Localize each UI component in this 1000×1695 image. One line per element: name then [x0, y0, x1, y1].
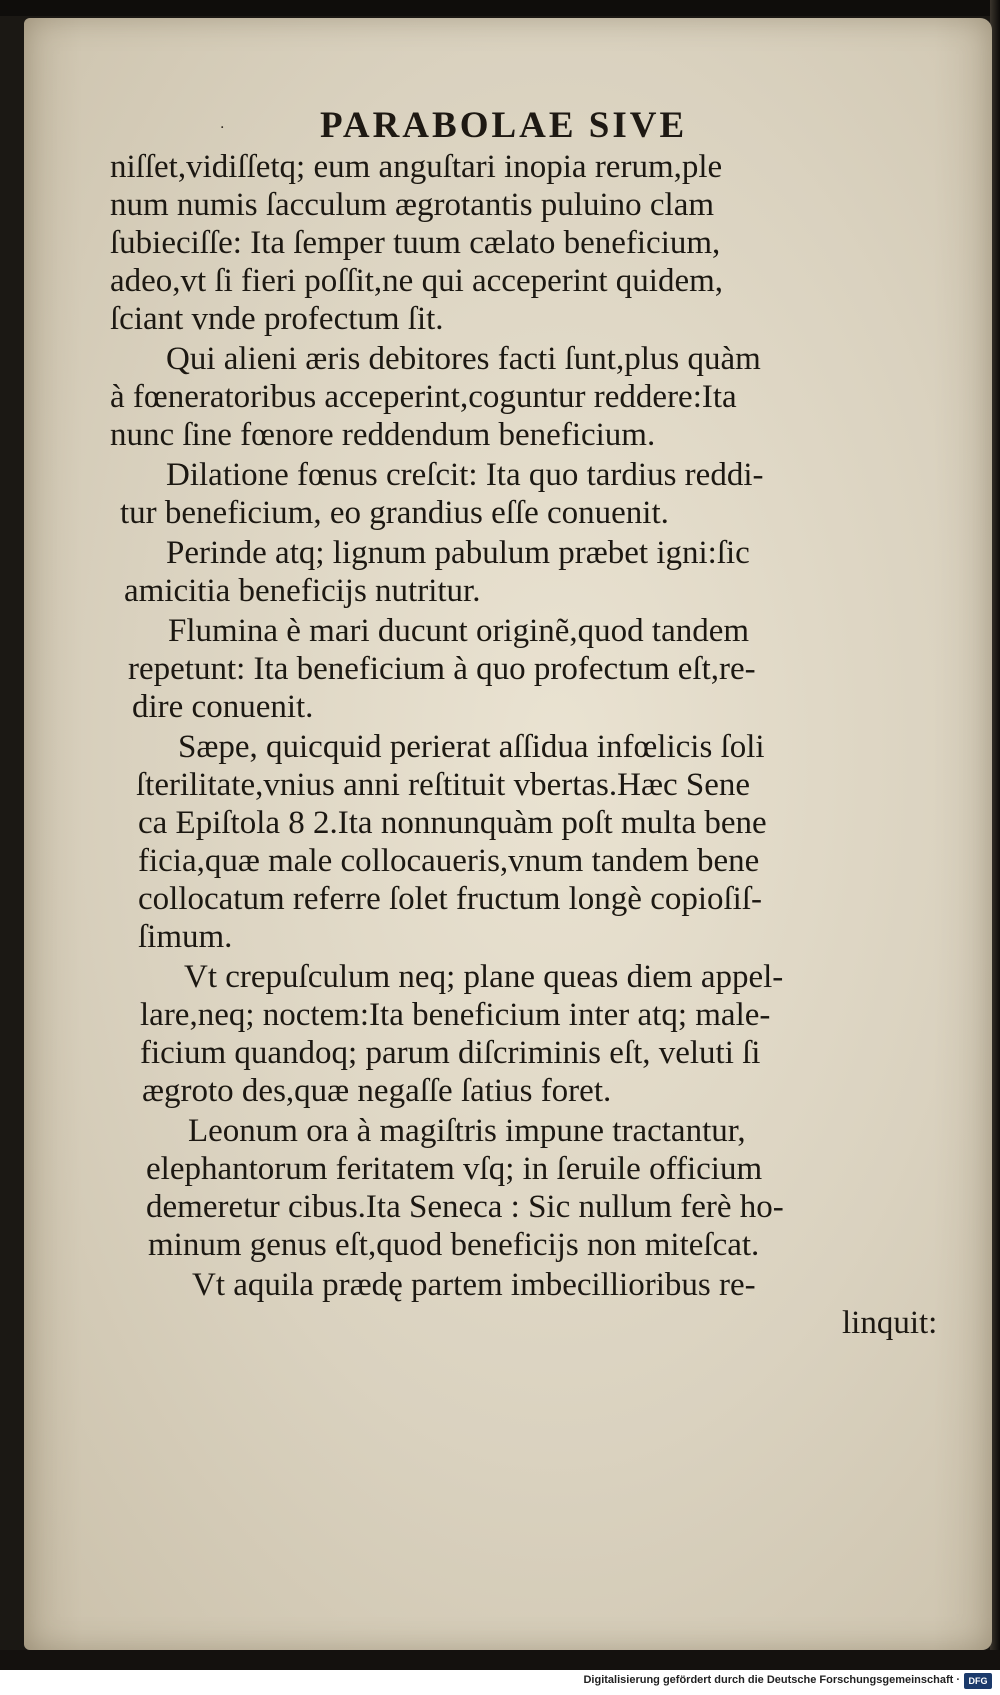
text-line: adeo,vt ſi fieri poſſit,ne qui acceperint quidem, — [110, 263, 724, 299]
text-line: Qui alieni æris debitores facti ſunt,plus quàm — [166, 341, 761, 377]
text-line: ficium quandoq; parum diſcriminis eſt, veluti ſi — [140, 1035, 761, 1071]
text-line: ægroto des,quæ negaſſe ſatius foret. — [142, 1073, 612, 1109]
text-line: Flumina è mari ducunt originẽ,quod tandem — [168, 613, 750, 649]
text-line: amicitia beneficijs nutritur. — [124, 573, 481, 609]
text-line: elephantorum feritatem vſq; in ſeruile officium — [146, 1151, 763, 1187]
text-line: à fœneratoribus acceperint,coguntur reddere:Ita — [110, 379, 737, 415]
text-line: ca Epiſtola 8 2.Ita nonnunquàm poſt multa bene — [138, 805, 767, 841]
text-line: num numis ſacculum ægrotantis puluino clam — [110, 187, 715, 223]
text-line: repetunt: Ita beneficium à quo profectum eſt,re- — [128, 651, 756, 687]
text-line: Vt crepuſculum neq; plane queas diem appel- — [184, 959, 784, 995]
page-header — [220, 104, 780, 148]
text-line: niſſet,vidiſſetq; eum anguſtari inopia rerum,ple — [110, 149, 723, 185]
text-line: ſterilitate,vnius anni reſtituit vbertas.Hæc Sene — [136, 767, 751, 803]
running-head: PARABOLAE SIVE — [320, 105, 688, 146]
text-line: Perinde atq; lignum pabulum præbet igni:ſic — [166, 535, 750, 571]
text-line: nunc ſine fœnore reddendum beneficium. — [110, 417, 656, 453]
text-line: Vt aquila prædę partem imbecillioribus re- — [192, 1267, 756, 1303]
funding-credit: Digitalisierung gefördert durch die Deutsche Forschungsgemeinschaft · — [583, 1674, 960, 1686]
catchword: linquit: — [842, 1305, 938, 1341]
page-mark: · — [220, 120, 225, 136]
scan-bottom-edge — [0, 1650, 1000, 1670]
text-line: tur beneficium, eo grandius eſſe conuenit. — [120, 495, 669, 531]
text-line: dire conuenit. — [132, 689, 314, 725]
text-line: lare,neq; noctem:Ita beneficium inter atq; male- — [140, 997, 771, 1033]
credit-bar — [0, 1670, 1000, 1695]
text-line: ſciant vnde profectum ſit. — [110, 301, 444, 337]
text-line: Sæpe, quicquid perierat aſſidua infœlicis ſoli — [178, 729, 765, 765]
text-line: ſimum. — [138, 919, 233, 955]
text-line: ficia,quæ male collocaueris,vnum tandem bene — [138, 843, 760, 879]
text-line: collocatum referre ſolet fructum longè copioſiſ- — [138, 881, 763, 917]
text-line: ſubieciſſe: Ita ſemper tuum cælato beneficium, — [110, 225, 721, 261]
text-line: minum genus eſt,quod beneficijs non miteſcat. — [148, 1227, 760, 1263]
text-line: Dilatione fœnus creſcit: Ita quo tardius reddi- — [166, 457, 764, 493]
text-line: demeretur cibus.Ita Seneca : Sic nullum ferè ho- — [146, 1189, 784, 1225]
scan-top-edge — [0, 0, 1000, 16]
text-line: Leonum ora à magiſtris impune tractantur, — [188, 1113, 746, 1149]
dfg-logo: DFG — [964, 1673, 992, 1689]
